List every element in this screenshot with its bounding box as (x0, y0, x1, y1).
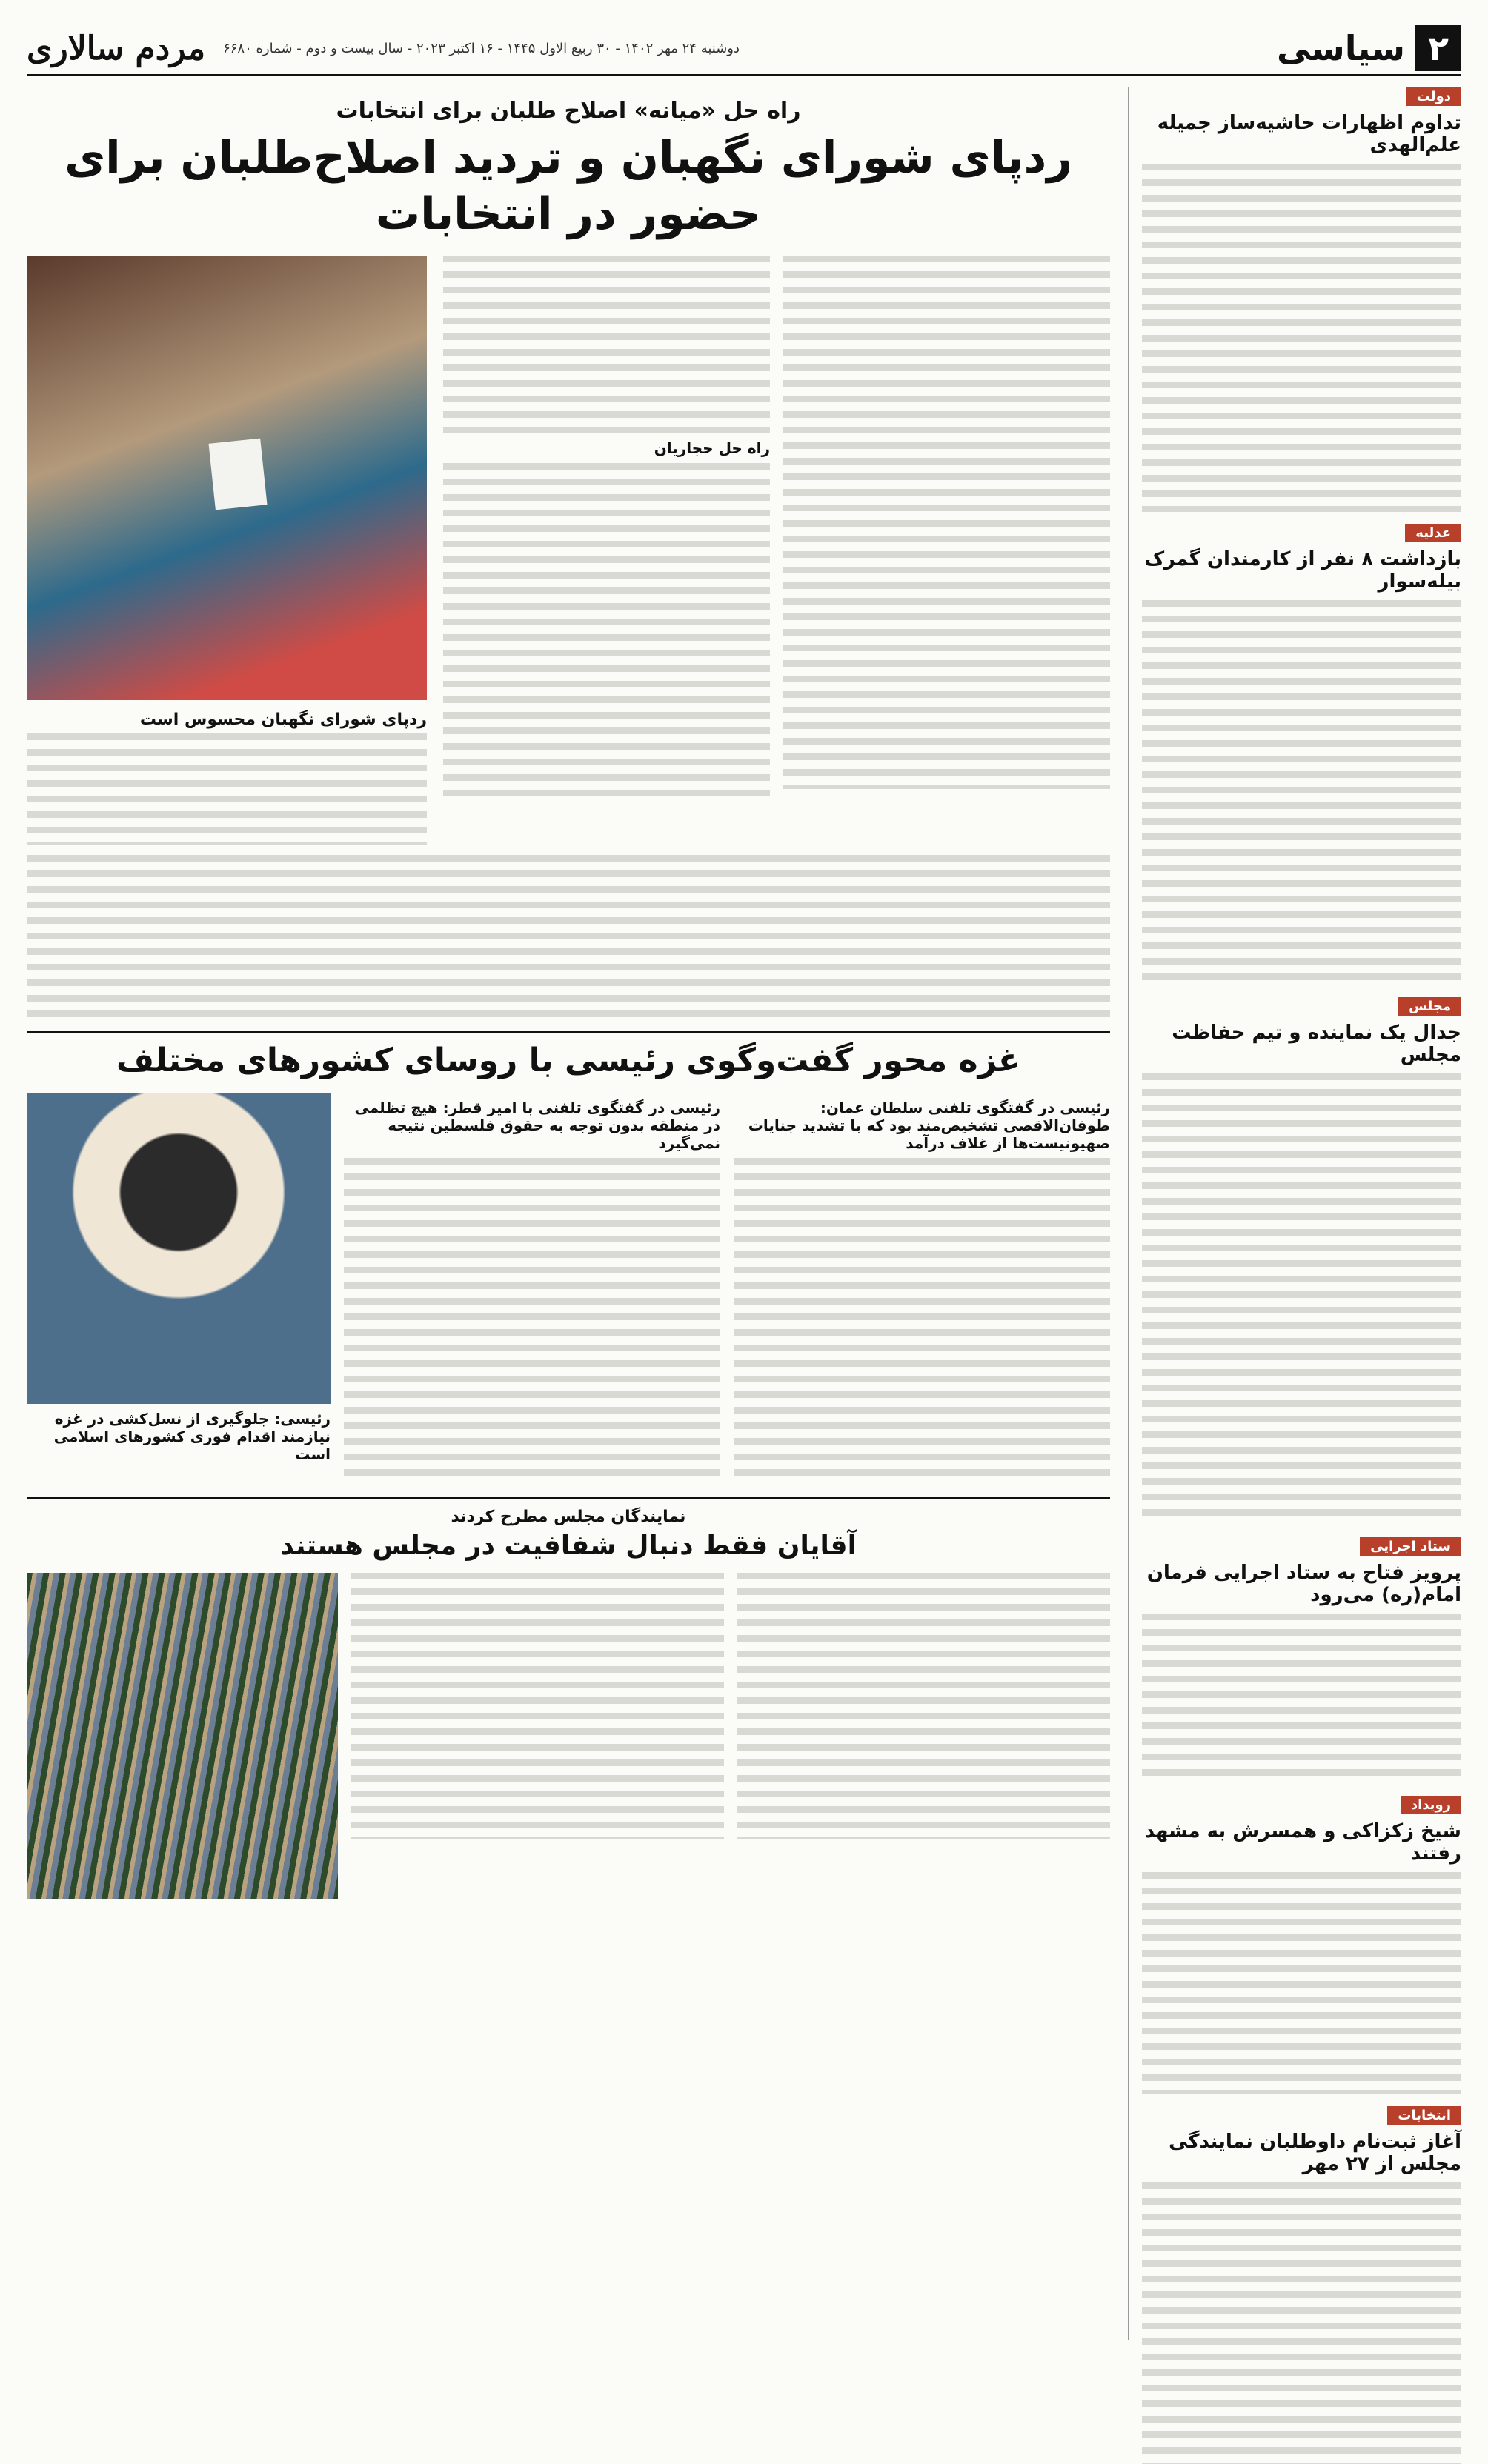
story-gaza (27, 1042, 1110, 1484)
brief-category: ستاد اجرایی (1360, 1537, 1461, 1556)
brief-headline: جدال یک نماینده و تیم حفاظت مجلس (1172, 1022, 1461, 1066)
brief-headline: آغاز ثبت‌نام داوطلبان نمایندگی مجلس از ۲۷ مهر (1169, 2131, 1461, 2175)
brief-item (1142, 997, 1461, 1525)
section-title (1277, 25, 1461, 71)
brief-item (1142, 524, 1461, 985)
story2-subhead: رئیسی در گفتگوی تلفنی سلطان عمان: طوفان‌الاقصی تشخیص‌مند بود که با تشدید جنایات صهیونیست‌ها از غلاف درآمد (748, 1099, 1110, 1152)
lead-story (27, 98, 1110, 1018)
brief-body (1142, 1614, 1461, 1784)
main-content (27, 87, 1110, 1899)
story3-headline: آقایان فقط دنبال شفافیت در مجلس هستند (280, 1531, 857, 1561)
brief-headline: تداوم اظهارات حاشیه‌ساز جمیله علم‌الهدی (1157, 112, 1461, 156)
lead-kicker: راه حل «میانه» اصلاح طلبان برای انتخابات (336, 98, 801, 124)
brief-item (1142, 1537, 1461, 1784)
photo-caption-box (27, 710, 427, 845)
election-ballot-photo (27, 256, 427, 700)
lead-subhead: راه حل حجاریان (654, 439, 770, 457)
lead-column (443, 256, 770, 845)
paper-logo: مردم سالاری (27, 29, 206, 67)
story3-kicker: نمایندگان مجلس مطرح کردند (451, 1508, 686, 1526)
brief-item (1142, 87, 1461, 512)
section-name: سیاسی (1276, 28, 1405, 68)
brief-headline: پرویز فتاح به ستاد اجرایی فرمان امام(ره) می‌رود (1146, 1562, 1461, 1606)
brief-category: مجلس (1398, 997, 1461, 1016)
lead-columns (443, 256, 1110, 845)
briefs-column (1128, 87, 1461, 2340)
section-divider (27, 1497, 1110, 1499)
brief-body (1142, 164, 1461, 512)
ballot-paper-icon (208, 439, 267, 510)
story2-subhead: رئیسی در گفتگوی تلفنی با امیر قطر: هیچ تظلمی در منطقه بدون توجه به حقوق فلسطین نتیجه نمی‌گیرد (354, 1099, 720, 1152)
story2-headline: غزه محور گفت‌وگوی رئیسی با روسای کشورهای مختلف (116, 1042, 1021, 1079)
brief-item (1142, 2106, 1461, 2464)
story3-body (27, 1573, 1110, 1899)
brief-body (1142, 600, 1461, 985)
brief-category: عدلیه (1405, 524, 1461, 542)
photo-caption: ردپای شورای نگهبان محسوس است (139, 710, 427, 729)
story-parliament (27, 1508, 1110, 1899)
story2-subhead: رئیسی: جلوگیری از نسل‌کشی در غزه نیازمند اقدام فوری کشورهای اسلامی است (53, 1410, 331, 1463)
parliament-photo (27, 1573, 338, 1899)
brief-body (1142, 1872, 1461, 2094)
lead-headline: ردپای شورای نگهبان و تردید اصلاح‌طلبان برای حضور در انتخابات (64, 132, 1072, 240)
photo-column (27, 256, 427, 845)
masthead (27, 22, 1461, 76)
brief-item (1142, 1796, 1461, 2094)
lead-continued-text (27, 855, 1110, 1018)
brief-category: انتخابات (1387, 2106, 1461, 2125)
raisi-portrait-photo (27, 1093, 331, 1404)
brief-headline: شیخ زکزاکی و همسرش به مشهد رفتند (1144, 1820, 1461, 1865)
issue-info: دوشنبه ۲۴ مهر ۱۴۰۲ - ۳۰ ربیع الاول ۱۴۴۵ - ۱۶ اکتبر ۲۰۲۳ - سال بیست و دوم - شماره ۶۶۸۰ (223, 40, 740, 56)
brief-headline: بازداشت ۸ نفر از کارمندان گمرک بیله‌سوار (1144, 548, 1461, 593)
brief-category: رویداد (1401, 1796, 1461, 1814)
brief-category: دولت (1406, 87, 1461, 106)
story2-body (27, 1093, 1110, 1484)
page-number: ۲ (1415, 25, 1461, 71)
brief-body (1142, 1073, 1461, 1525)
brief-body (1142, 2182, 1461, 2464)
lead-column (783, 256, 1110, 845)
section-divider (27, 1031, 1110, 1033)
masthead-meta (27, 30, 740, 67)
lead-body (27, 256, 1110, 845)
